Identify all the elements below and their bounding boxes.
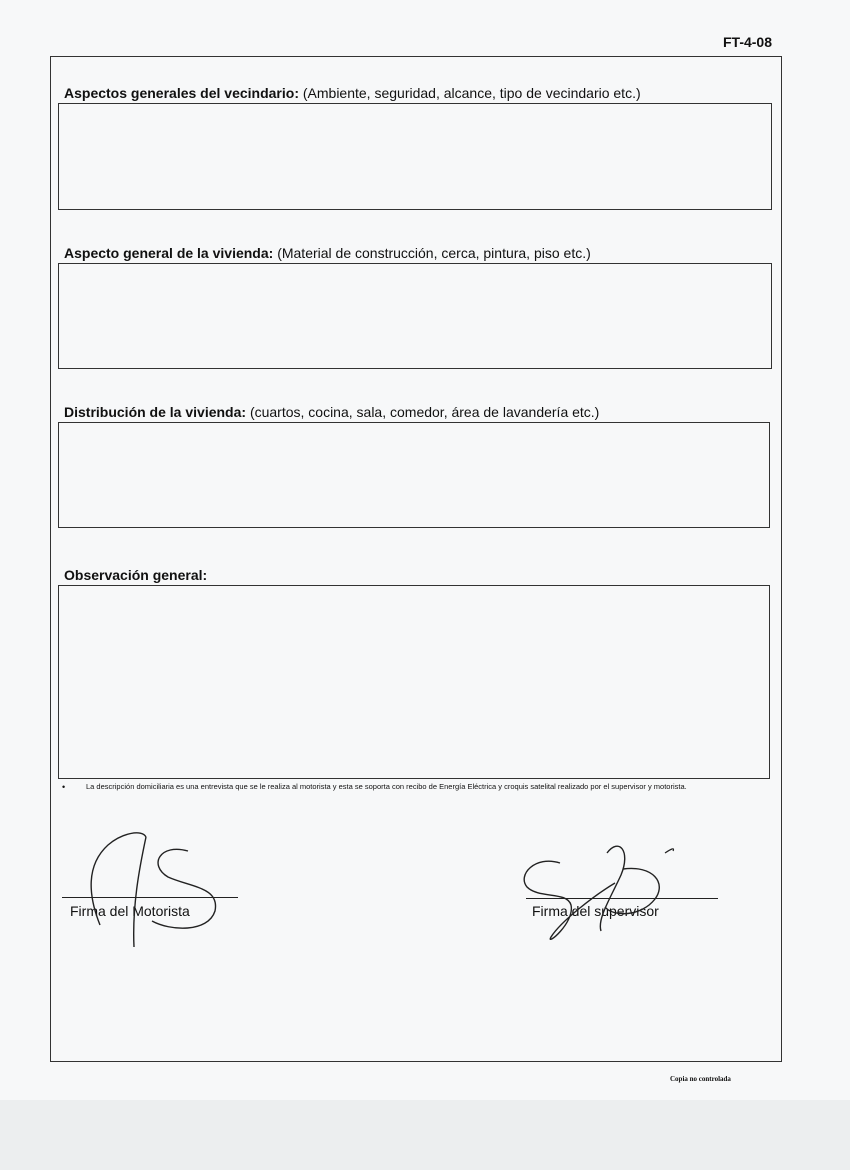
section-title: Distribución de la vivienda:	[64, 404, 247, 420]
observation-field[interactable]	[58, 585, 770, 779]
supervisor-signature-drawing	[515, 835, 685, 950]
neighborhood-field[interactable]	[58, 103, 772, 210]
section-title: Observación general:	[64, 567, 208, 583]
section-distribution-label	[64, 404, 599, 420]
section-hint: (Ambiente, seguridad, alcance, tipo de vecindario etc.)	[302, 85, 641, 101]
distribution-field[interactable]	[58, 422, 770, 528]
form-code: FT-4-08	[722, 34, 772, 50]
section-observation-label	[64, 567, 207, 583]
supervisor-signature-label: Firma del supervisor	[532, 903, 659, 919]
motorista-signature-label: Firma del Motorista	[70, 903, 190, 919]
housing-field[interactable]	[58, 263, 772, 369]
section-hint: (Material de construcción, cerca, pintura, piso etc.)	[277, 245, 591, 261]
motorista-signature-drawing	[60, 825, 240, 955]
footer-note: Copia no controlada	[670, 1075, 731, 1083]
note-text: La descripción domiciliaria es una entrevista que se le realiza al motorista y esta se soporta con recibo de Energía Eléctrica y croquis satelital realizado por el supervisor y motorista.	[86, 782, 687, 791]
scan-margin	[0, 1100, 850, 1170]
section-hint: (cuartos, cocina, sala, comedor, área de lavandería etc.)	[249, 404, 600, 420]
section-housing-label	[64, 245, 591, 261]
section-title: Aspectos generales del vecindario:	[64, 85, 299, 101]
note	[62, 782, 772, 792]
section-neighborhood-label	[64, 85, 641, 101]
note-bullet: •	[62, 782, 66, 792]
section-title: Aspecto general de la vivienda:	[64, 245, 274, 261]
